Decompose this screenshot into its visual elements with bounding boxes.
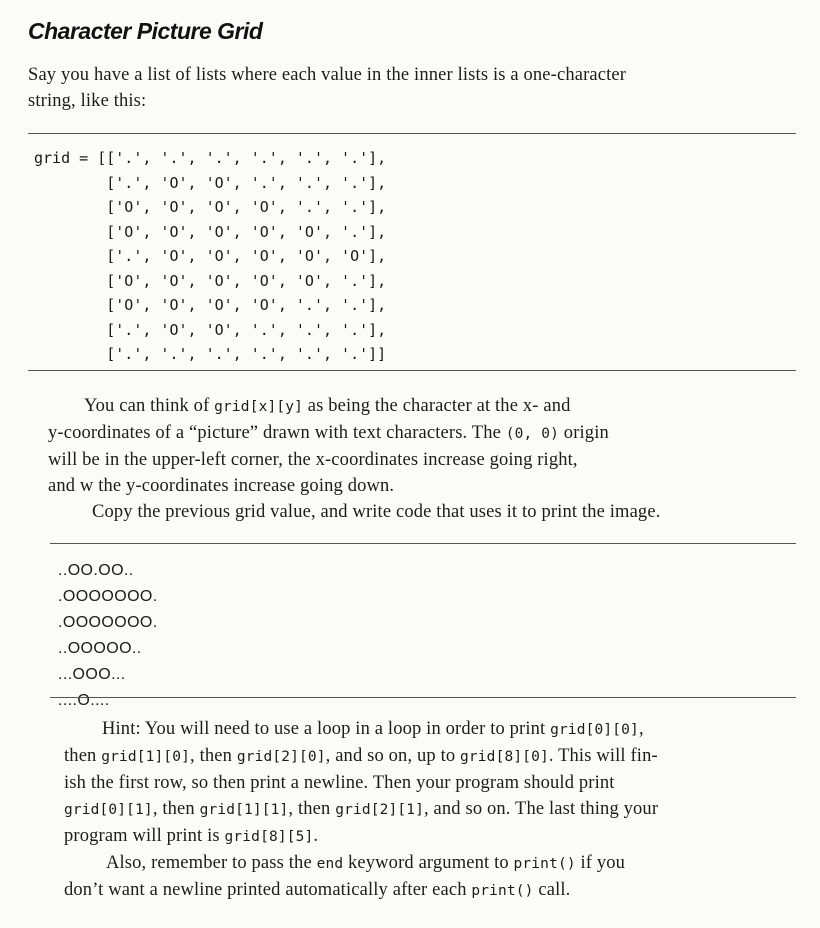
- coordinates-paragraph: [48, 393, 808, 525]
- output-line: .OOOOOOO.: [58, 588, 158, 605]
- hint-text: , then: [288, 799, 336, 819]
- output-line: ...OOO...: [58, 666, 126, 683]
- hint-code: grid[2][0]: [236, 749, 326, 765]
- hint-code: grid[0][0]: [550, 722, 639, 738]
- code-bottom-rule: [28, 370, 796, 371]
- p1-code-origin: (0, 0): [505, 426, 560, 442]
- p1-line-1a: You can think of: [84, 396, 215, 416]
- also-text: keyword argument to: [343, 853, 514, 873]
- output-line: .OOOOOOO.: [58, 614, 158, 631]
- hint-text: , then: [190, 746, 237, 766]
- hint-line-1a: Hint: You will need to use a loop in a loop in order to print: [102, 719, 551, 739]
- output-bottom-rule: [50, 697, 796, 698]
- hint-text: . This will fin-: [548, 746, 658, 766]
- code-line: ['O', 'O', 'O', 'O', 'O', '.'],: [34, 222, 387, 241]
- hint-code: grid[2][1]: [335, 802, 424, 818]
- p1-code-grid-xy: grid[x][y]: [214, 399, 303, 415]
- hint-code: grid[8][0]: [460, 749, 549, 765]
- also-text: don’t want a newline printed automatically after each: [64, 880, 472, 900]
- p1-line-1b: as being the character at the x- and: [302, 396, 571, 416]
- also-code-end: end: [316, 856, 344, 872]
- hint-text: program will print is: [64, 826, 225, 846]
- also-text: call.: [533, 880, 571, 900]
- output-line: ....O....: [58, 692, 110, 709]
- code-line: grid = [['.', '.', '.', '.', '.', '.'],: [34, 149, 387, 167]
- hint-text: ,: [638, 719, 644, 739]
- also-text: if you: [575, 853, 626, 873]
- hint-paragraph: [64, 716, 814, 904]
- code-line: ['O', 'O', 'O', 'O', '.', '.'],: [34, 296, 387, 314]
- hint-text: , then: [152, 799, 200, 819]
- also-code-print: print(): [471, 883, 534, 899]
- picture-output-block: [58, 558, 158, 714]
- grid-code-block: [34, 146, 386, 367]
- hint-text: .: [313, 826, 319, 846]
- also-code-print: print(): [513, 856, 576, 872]
- also-text: Also, remember to pass the: [106, 853, 317, 873]
- intro-line-2: string, like this:: [28, 91, 147, 111]
- hint-text: , and so on, up to: [325, 746, 461, 766]
- code-line: ['.', 'O', 'O', 'O', 'O', 'O'],: [34, 247, 387, 265]
- hint-code: grid[1][1]: [199, 802, 289, 818]
- hint-text: ish the first row, so then print a newline. Then your program should print: [64, 773, 615, 793]
- hint-text: then: [64, 746, 102, 766]
- p2-text: Copy the previous grid value, and write code that uses it to print the image.: [92, 502, 661, 522]
- p1-line-2b: origin: [559, 423, 609, 443]
- output-line: ..OO.OO..: [58, 562, 134, 579]
- code-line: ['O', 'O', 'O', 'O', '.', '.'],: [34, 198, 387, 216]
- intro-paragraph: [28, 62, 808, 114]
- code-line: ['O', 'O', 'O', 'O', 'O', '.'],: [34, 271, 387, 290]
- code-line: ['.', 'O', 'O', '.', '.', '.'],: [34, 173, 387, 192]
- hint-text: , and so on. The last thing your: [424, 799, 659, 819]
- output-top-rule: [50, 543, 796, 544]
- hint-code: grid[0][1]: [64, 802, 153, 818]
- code-top-rule: [28, 133, 796, 134]
- p1-line-4: and w the y-coordinates increase going down.: [48, 476, 395, 496]
- intro-line-1: Say you have a list of lists where each value in the inner lists is a one-character: [28, 65, 627, 85]
- hint-code: grid[8][5]: [224, 829, 314, 845]
- output-line: ..OOOOO..: [58, 640, 142, 657]
- code-line: ['.', '.', '.', '.', '.', '.']]: [34, 345, 387, 363]
- hint-code: grid[1][0]: [101, 749, 191, 765]
- p1-line-2a: y-coordinates of a “picture” drawn with text characters. The: [48, 423, 506, 443]
- p1-line-3: will be in the upper-left corner, the x-coordinates increase going right,: [48, 450, 578, 470]
- section-title: Character Picture Grid: [28, 18, 263, 44]
- code-line: ['.', 'O', 'O', '.', '.', '.'],: [34, 320, 387, 339]
